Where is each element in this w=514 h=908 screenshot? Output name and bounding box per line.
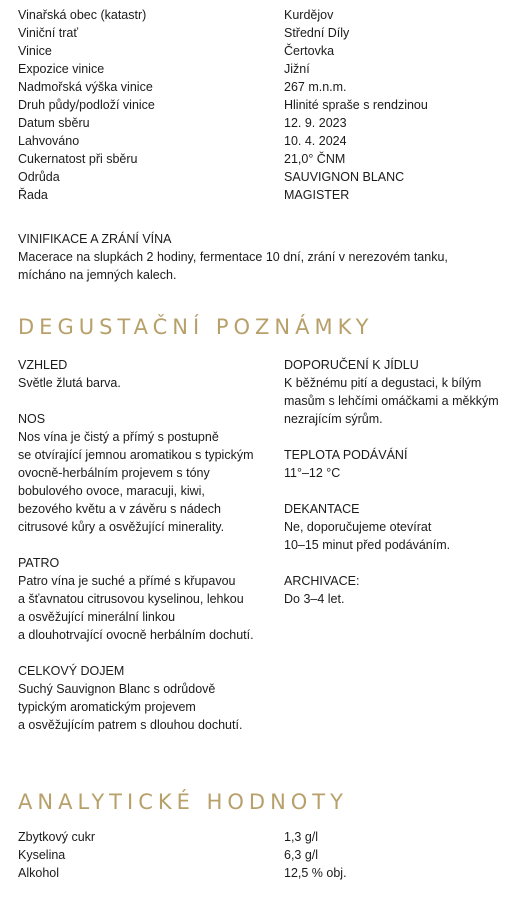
detail-row-vineyard — [18, 42, 498, 60]
vinification-title: VINIFIKACE A ZRÁNÍ VÍNA — [18, 232, 172, 246]
detail-value: Čertovka — [284, 44, 335, 58]
note-title: DOPORUČENÍ K JÍDLU — [284, 358, 419, 372]
detail-row-variety — [18, 168, 498, 186]
note-title: ARCHIVACE: — [284, 574, 360, 588]
analytics-row-acidity — [18, 846, 498, 864]
analytics-label: Alkohol — [18, 866, 59, 880]
tasting-note-overall — [18, 662, 282, 734]
analytics-row-residual-sugar — [18, 828, 498, 846]
tasting-note-nose — [18, 410, 282, 536]
tasting-note-appearance — [18, 356, 282, 392]
detail-value: Hlinité spraše s rendzinou — [284, 98, 428, 112]
tasting-note-food-pairing — [284, 356, 508, 428]
detail-value: 10. 4. 2024 — [284, 134, 347, 148]
detail-label: Nadmořská výška vinice — [18, 80, 153, 94]
detail-value: Střední Díly — [284, 26, 350, 40]
note-text: Ne, doporučujeme otevírat 10–15 minut před podáváním. — [284, 520, 451, 552]
analytics-row-alcohol — [18, 864, 498, 882]
detail-label: Řada — [18, 188, 48, 202]
detail-row-sugar — [18, 150, 498, 168]
analytics-value: 6,3 g/l — [284, 848, 319, 862]
detail-row-municipality — [18, 6, 498, 24]
detail-label: Expozice vinice — [18, 62, 105, 76]
note-title: VZHLED — [18, 358, 68, 372]
detail-row-harvest-date — [18, 114, 498, 132]
detail-label: Druh půdy/podloží vinice — [18, 98, 155, 112]
detail-row-series — [18, 186, 498, 204]
analytics-value: 12,5 % obj. — [284, 866, 347, 880]
tasting-note-archiving — [284, 572, 508, 608]
detail-row-altitude — [18, 78, 498, 96]
note-text: K běžnému pití a degustaci, k bílým masům s lehčími omáčkami a měkkým nezrajícím sýrům. — [284, 376, 499, 426]
detail-row-exposure — [18, 60, 498, 78]
note-title: CELKOVÝ DOJEM — [18, 664, 125, 678]
analytics-value: 1,3 g/l — [284, 830, 319, 844]
note-text: Patro vína je suché a přímé s křupavou a šťavnatou citrusovou kyselinou, lehkou a osvěžující minerální linkou a dlouhotrvající ovocně herbálním dochutí. — [18, 574, 254, 642]
detail-label: Cukernatost při sběru — [18, 152, 138, 166]
note-text: Suchý Sauvignon Blanc s odrůdově typickým aromatickým projevem a osvěžujícím patrem s dlouhou dochutí. — [18, 682, 243, 732]
detail-row-soil — [18, 96, 498, 114]
tasting-heading: DEGUSTAČNÍ POZNÁMKY — [18, 315, 374, 339]
detail-value: Kurdějov — [284, 8, 334, 22]
detail-row-vineyard-track — [18, 24, 498, 42]
analytics-heading: ANALYTICKÉ HODNOTY — [18, 790, 348, 814]
detail-value: 12. 9. 2023 — [284, 116, 347, 130]
detail-label: Odrůda — [18, 170, 60, 184]
note-title: PATRO — [18, 556, 60, 570]
detail-label: Datum sběru — [18, 116, 90, 130]
note-title: TEPLOTA PODÁVÁNÍ — [284, 448, 408, 462]
analytics-label: Zbytkový cukr — [18, 830, 96, 844]
detail-label: Vinice — [18, 44, 52, 58]
tasting-note-serving-temperature — [284, 446, 508, 482]
note-text: Do 3–4 let. — [284, 592, 345, 606]
detail-value: SAUVIGNON BLANC — [284, 170, 405, 184]
detail-value: 21,0° ČNM — [284, 152, 346, 166]
detail-label: Viniční trať — [18, 26, 79, 40]
detail-label: Lahvováno — [18, 134, 80, 148]
note-title: DEKANTACE — [284, 502, 360, 516]
detail-value: 267 m.n.m. — [284, 80, 347, 94]
vinification-section — [18, 230, 508, 284]
detail-row-bottled — [18, 132, 498, 150]
detail-value: MAGISTER — [284, 188, 350, 202]
note-text: Nos vína je čistý a přímý s postupně se otvírající jemnou aromatikou s typickým ovocně-herbálním projevem s tóny bobulového ovoce, maracuji, kiwi, bezového květu a v závěru s nádech citrusové kůry a osvěžující minerality. — [18, 430, 254, 534]
note-text: Světle žlutá barva. — [18, 376, 121, 390]
note-title: NOS — [18, 412, 46, 426]
detail-value: Jižní — [284, 62, 310, 76]
tasting-note-palate — [18, 554, 282, 644]
analytics-label: Kyselina — [18, 848, 66, 862]
tasting-note-decanting — [284, 500, 508, 554]
vinification-text: Macerace na slupkách 2 hodiny, fermentace 10 dní, zrání v nerezovém tanku, mícháno na jemných kalech. — [18, 250, 448, 282]
note-text: 11°–12 °C — [284, 466, 341, 480]
detail-label: Vinařská obec (katastr) — [18, 8, 147, 22]
